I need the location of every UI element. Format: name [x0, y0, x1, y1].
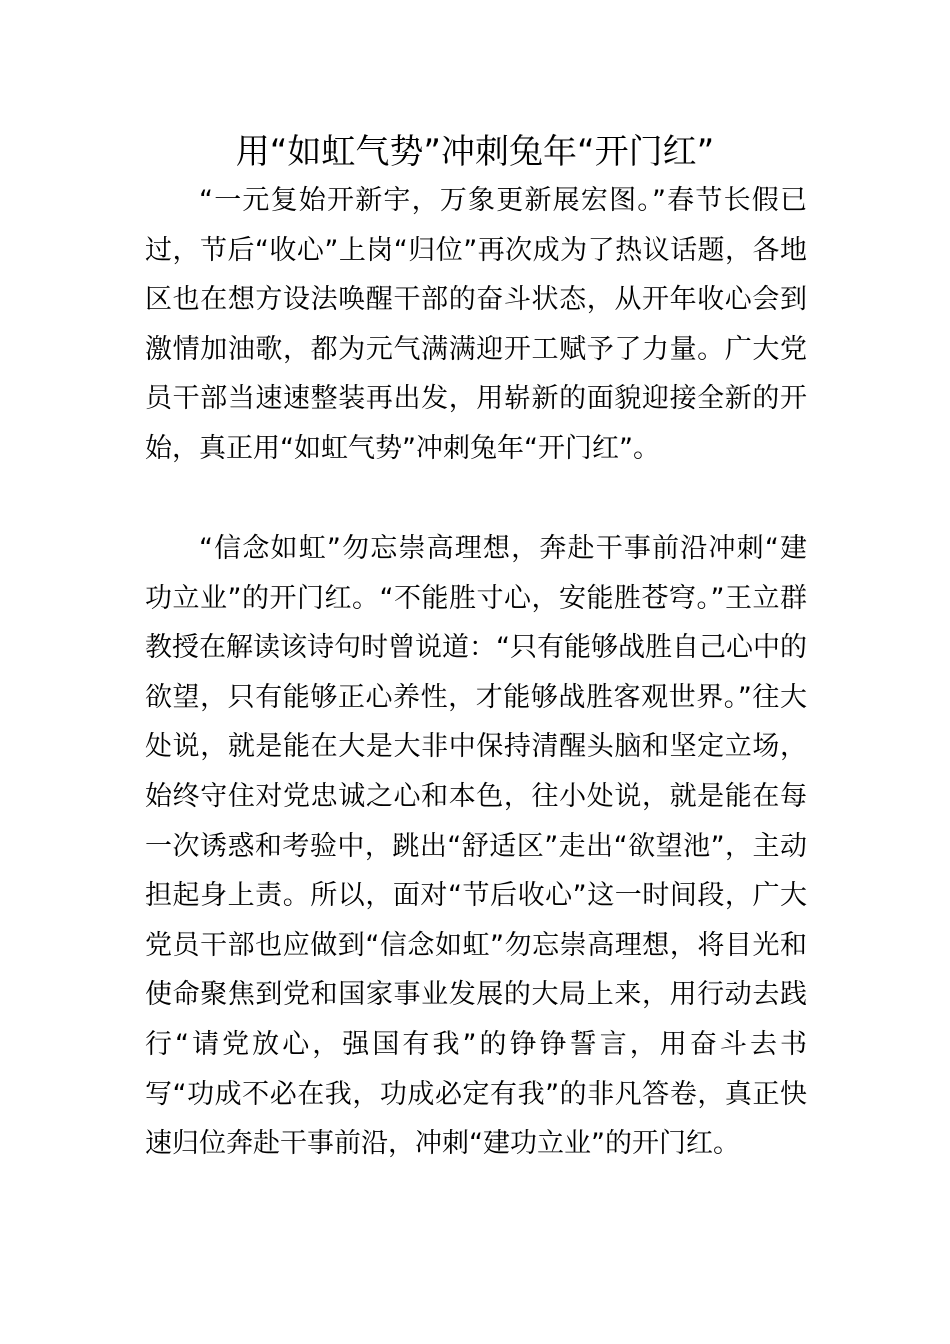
paragraph-belief: “信念如虹”勿忘崇高理想，奔赴干事前沿冲刺“建功立业”的开门红。“不能胜寸心，安能胜苍穹。”王立群教授在解读该诗句时曾说道：“只有能够战胜自己心中的欲望，只有能够正心养性，才能够战胜客观世界。”往大处说，就是能在大是大非中保持清醒头脑和坚定立场，始终守住对党忠诚之心和本色，往小处说，就是能在每一次诱惑和考验中，跳出“舒适区”走出“欲望池”，主动担起身上责。所以，面对“节后收心”这一时间段，广大党员干部也应做到“信念如虹”勿忘崇高理想，将目光和使命聚焦到党和国家事业发展的大局上来，用行动去践行“请党放心，强国有我”的铮铮誓言，用奋斗去书写“功成不必在我，功成必定有我”的非凡答卷，真正快速归位奔赴干事前沿，冲刺“建功立业”的开门红。 [145, 533, 807, 1160]
document-title: 用“如虹气势”冲刺兔年“开门红” [235, 132, 715, 172]
paragraph-intro: “一元复始开新宇，万象更新展宏图。”春节长假已过，节后“收心”上岗“归位”再次成为了热议话题，各地区也在想方设法唤醒干部的奋斗状态，从开年收心会到激情加油歌，都为元气满满迎开工赋予了力量。广大党员干部当速速整装再出发，用崭新的面貌迎接全新的开始，真正用“如虹气势”冲刺兔年“开门红”。 [145, 185, 807, 464]
